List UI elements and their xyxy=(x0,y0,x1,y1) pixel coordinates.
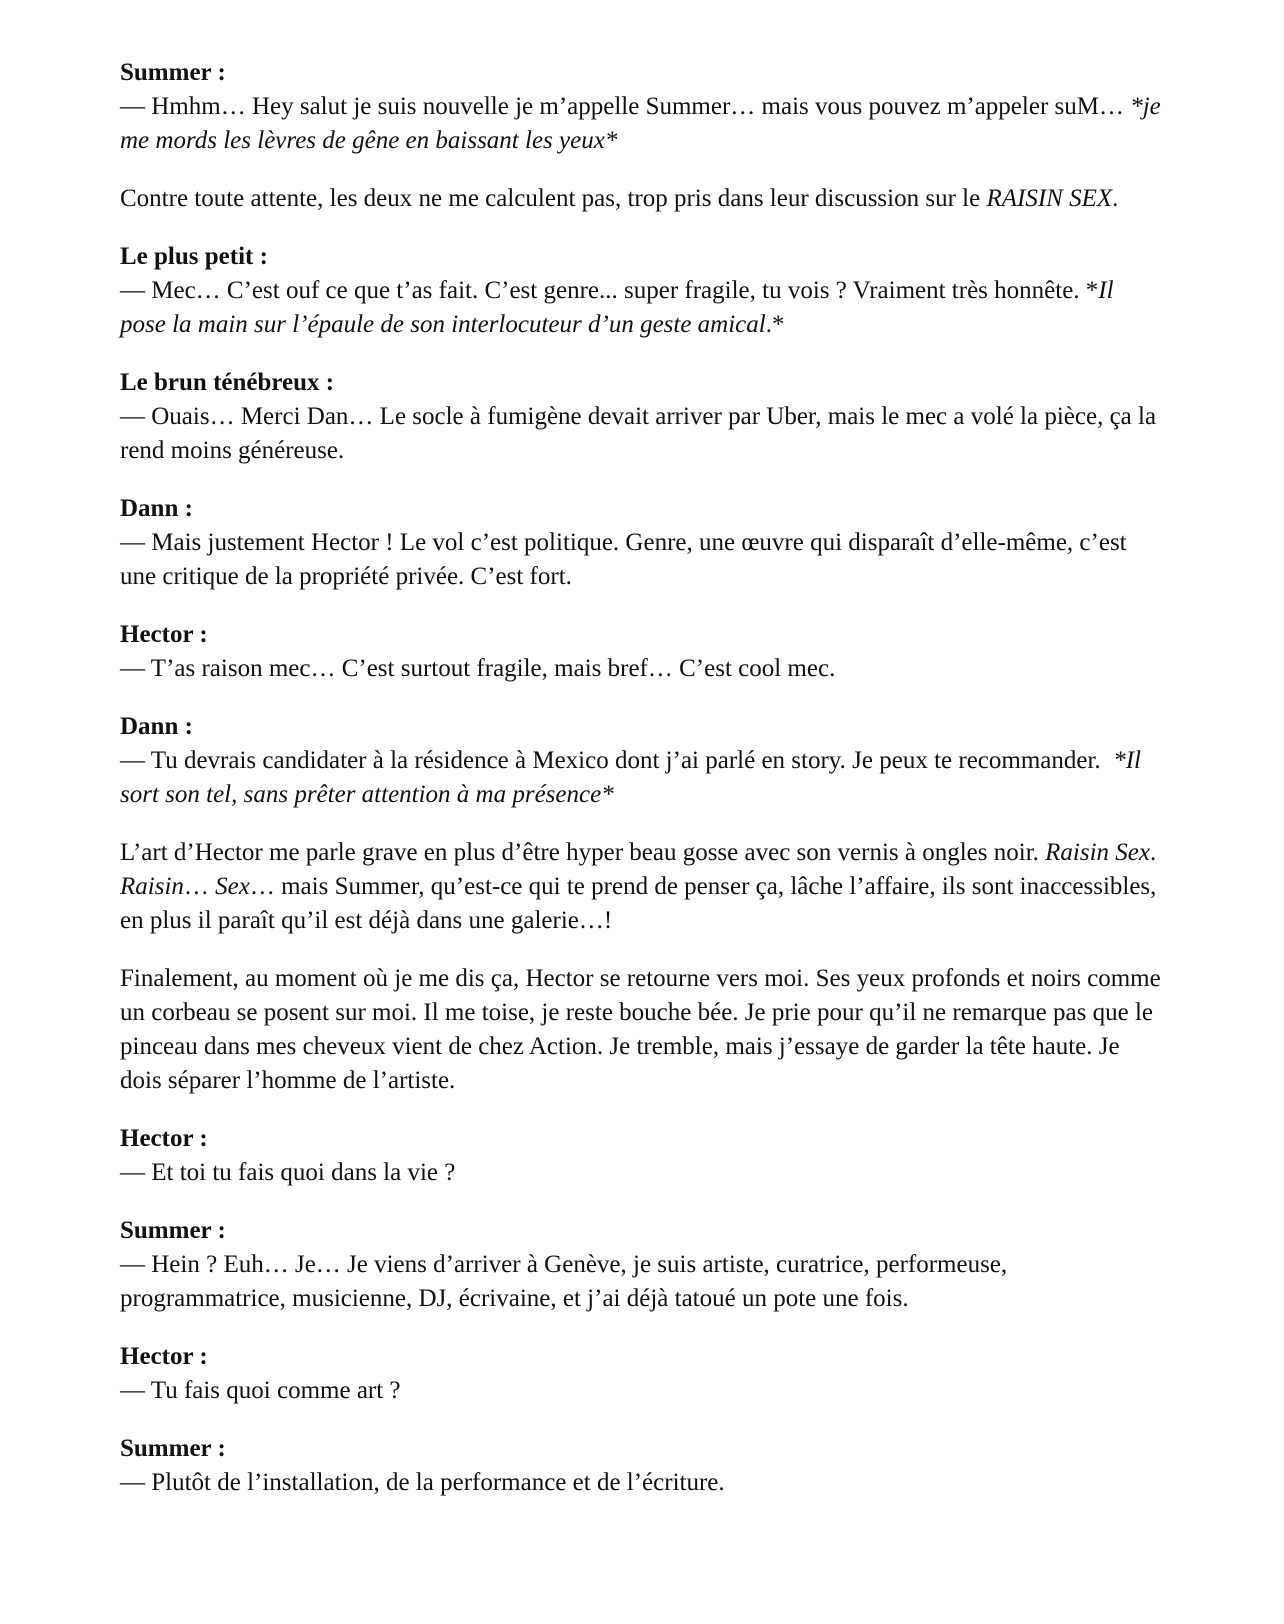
narration-emphasis: Sex xyxy=(215,873,250,900)
dialogue-line xyxy=(120,744,1164,812)
narration-emphasis: RAISIN SEX xyxy=(986,185,1113,212)
speaker-name: Dann : xyxy=(120,495,193,522)
stage-direction: *Il sort son tel, sans prêter attention à ma présence* xyxy=(120,747,1141,808)
dialogue-line xyxy=(120,1374,1164,1408)
stage-direction: *je me mords les lèvres de gêne en baissant les yeux* xyxy=(120,93,1161,154)
dialogue-line xyxy=(120,1248,1164,1316)
narration-text: Finalement, au moment où je me dis ça, Hector se retourne vers moi. Ses yeux profonds et noirs comme un corbeau se posent sur moi. Il me toise, je reste bouche bée. Je prie pour qu’il ne remarque pas que le pinceau dans mes cheveux vient de chez Action. Je tremble, mais j’essaye de garder la tête haute. Je dois séparer l’homme de l’artiste. xyxy=(120,965,1161,1094)
dialogue-line xyxy=(120,652,1164,686)
speaker-name: Hector : xyxy=(120,1343,208,1370)
dialogue-text: — Hein ? Euh… Je… Je viens d’arriver à Genève, je suis artiste, curatrice, performeuse, programmatrice, musicienne, DJ, écrivaine, et j’ai déjà tatoué un pote une fois. xyxy=(120,1251,1008,1312)
stage-direction: Il pose la main sur l’épaule de son interlocuteur d’un geste amical xyxy=(120,277,1114,338)
speaker-name: Hector : xyxy=(120,621,208,648)
dialogue-text: — Tu fais quoi comme art ? xyxy=(120,1377,401,1404)
speaker-name: Dann : xyxy=(120,713,193,740)
dialogue-text: — Tu devrais candidater à la résidence à Mexico dont j’ai parlé en story. Je peux te recommander. xyxy=(120,747,1114,774)
narration-paragraph xyxy=(120,182,1164,216)
dialogue-block xyxy=(120,618,1164,686)
dialogue-block xyxy=(120,1340,1164,1408)
narration-emphasis: Raisin Sex xyxy=(1045,839,1150,866)
dialogue-block xyxy=(120,710,1164,812)
dialogue-block xyxy=(120,366,1164,468)
speaker-name: Summer : xyxy=(120,1435,226,1462)
dialogue-line xyxy=(120,400,1164,468)
narration-paragraph xyxy=(120,836,1164,938)
dialogue-block xyxy=(120,1432,1164,1500)
dialogue-text: — Et toi tu fais quoi dans la vie ? xyxy=(120,1159,456,1186)
dialogue-text: — T’as raison mec… C’est surtout fragile, mais bref… C’est cool mec. xyxy=(120,655,836,682)
speaker-name: Summer : xyxy=(120,1217,226,1244)
dialogue-block xyxy=(120,240,1164,342)
dialogue-block xyxy=(120,1214,1164,1316)
narration-text: . xyxy=(1149,839,1157,866)
dialogue-line xyxy=(120,90,1164,158)
dialogue-text: — Mais justement Hector ! Le vol c’est politique. Genre, une œuvre qui disparaît d’elle-même, c’est une critique de la propriété privée. C’est fort. xyxy=(120,529,1127,590)
narration-emphasis: Raisin xyxy=(120,873,184,900)
speaker-name: Summer : xyxy=(120,59,226,86)
narration-text: . xyxy=(1112,185,1119,212)
narration-text: Contre toute attente, les deux ne me calculent pas, trop pris dans leur discussion sur le xyxy=(120,185,987,212)
dialogue-line xyxy=(120,274,1164,342)
narration-paragraph xyxy=(120,962,1164,1098)
speaker-name: Hector : xyxy=(120,1125,208,1152)
narration-text: … xyxy=(183,873,216,900)
dialogue-text: — Mec… C’est ouf ce que t’as fait. C’est genre... super fragile, tu vois ? Vraiment très honnête. * xyxy=(120,277,1099,304)
dialogue-text: — Plutôt de l’installation, de la performance et de l’écriture. xyxy=(120,1469,725,1496)
narration-text: … mais Summer, qu’est-ce qui te prend de penser ça, lâche l’affaire, ils sont inaccessibles, en plus il paraît qu’il est déjà dans une galerie…! xyxy=(120,873,1157,934)
dialogue-line xyxy=(120,1156,1164,1190)
dialogue-line xyxy=(120,526,1164,594)
speaker-name: Le plus petit : xyxy=(120,243,268,270)
dialogue-text: — Hmhm… Hey salut je suis nouvelle je m’appelle Summer… mais vous pouvez m’appeler suM… xyxy=(120,93,1131,120)
dialogue-block xyxy=(120,1122,1164,1190)
dialogue-block xyxy=(120,56,1164,158)
dialogue-block xyxy=(120,492,1164,594)
dialogue-text: — Ouais… Merci Dan… Le socle à fumigène devait arriver par Uber, mais le mec a volé la pièce, ça la rend moins généreuse. xyxy=(120,403,1157,464)
narration-text: L’art d’Hector me parle grave en plus d’être hyper beau gosse avec son vernis à ongles noir. xyxy=(120,839,1046,866)
speaker-name: Le brun ténébreux : xyxy=(120,369,335,396)
dialogue-line xyxy=(120,1466,1164,1500)
dialogue-text: .* xyxy=(765,311,785,338)
